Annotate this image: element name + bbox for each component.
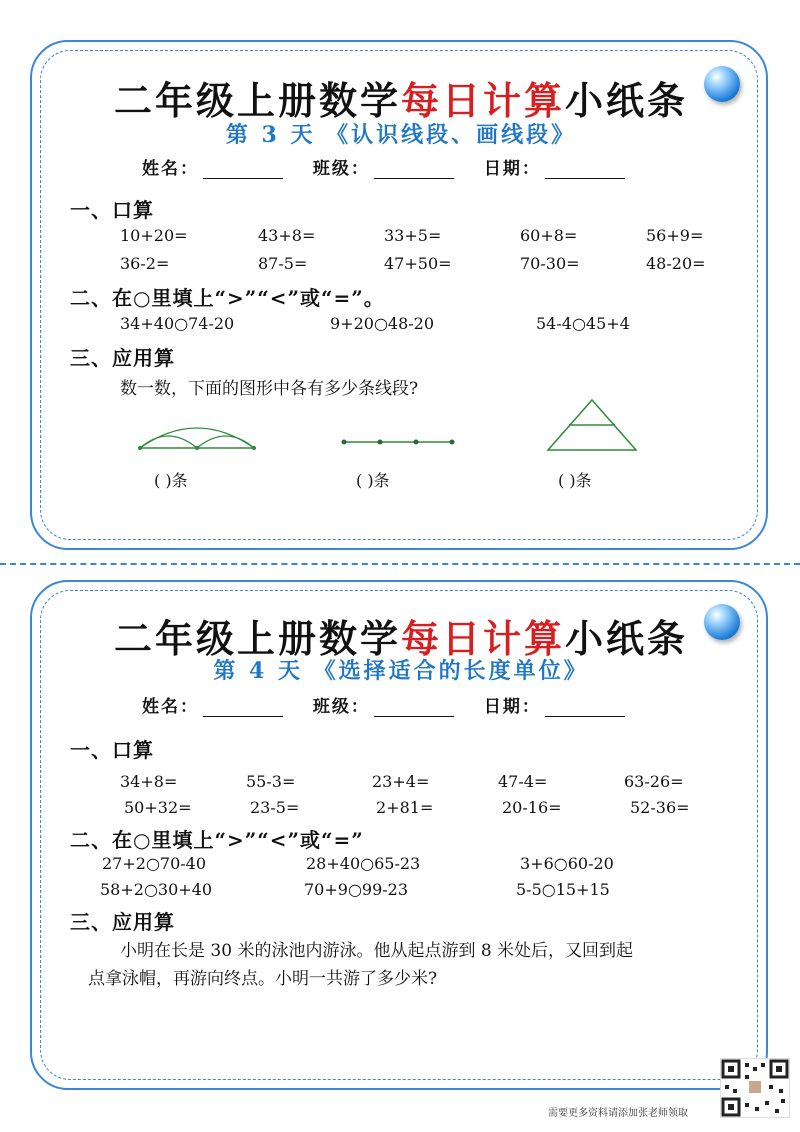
triangle-figure — [544, 396, 640, 454]
arc-segments-figure — [132, 414, 262, 454]
student-info-row: 姓名： 班级： 日期： — [142, 692, 647, 717]
worksheet-title: 二年级上册数学每日计算小纸条 — [113, 78, 689, 123]
oral-item: 20-16= — [502, 798, 562, 817]
blue-ball-icon — [704, 66, 740, 102]
oral-item: 55-3= — [246, 772, 296, 791]
compare-item: 5-5○15+15 — [516, 880, 610, 899]
name-blank[interactable] — [203, 160, 283, 179]
date-blank[interactable] — [545, 698, 625, 717]
section-application: 三、应用算 — [70, 910, 175, 934]
oral-item: 47-4= — [498, 772, 548, 791]
problem-text-line2: 点拿泳帽，再游向终点。小明一共游了多少米? — [88, 969, 438, 989]
section-oral: 一、口算 — [70, 738, 154, 762]
oral-item: 36-2= — [120, 254, 170, 273]
lesson-subtitle: 第 3 天 《认识线段、画线段》 — [225, 122, 577, 148]
oral-item: 10+20= — [120, 226, 188, 245]
blue-ball-icon — [704, 604, 740, 640]
footer-note: 需要更多资料请添加张老师领取 — [548, 1108, 688, 1119]
section-compare: 二、在○里填上“>”“<”或“=”。 — [70, 286, 385, 310]
date-blank[interactable] — [545, 160, 625, 179]
section-oral: 一、口算 — [70, 198, 154, 222]
compare-item: 54-4○45+4 — [536, 314, 630, 333]
lesson-subtitle: 第 4 天 《选择适合的长度单位》 — [213, 658, 589, 684]
answer-blank[interactable]: ( )条 — [356, 471, 390, 490]
class-blank[interactable] — [374, 160, 454, 179]
oral-item: 2+81= — [376, 798, 434, 817]
oral-item: 33+5= — [384, 226, 442, 245]
answer-blank[interactable]: ( )条 — [154, 471, 188, 490]
section-application: 三、应用算 — [70, 346, 175, 370]
oral-item: 47+50= — [384, 254, 452, 273]
oral-item: 48-20= — [646, 254, 706, 273]
worksheet-title: 二年级上册数学每日计算小纸条 — [113, 616, 689, 661]
cut-line — [0, 563, 800, 565]
oral-item: 70-30= — [520, 254, 580, 273]
answer-blank[interactable]: ( )条 — [558, 471, 592, 490]
section-compare: 二、在○里填上“>”“<”或“=” — [70, 828, 364, 852]
oral-item: 34+8= — [120, 772, 178, 791]
oral-item: 23+4= — [372, 772, 430, 791]
question-text: 数一数，下面的图形中各有多少条线段? — [120, 379, 419, 399]
dotted-line-figure — [338, 432, 458, 452]
compare-item: 58+2○30+40 — [100, 880, 213, 899]
name-blank[interactable] — [203, 698, 283, 717]
problem-text-line1: 小明在长是 30 米的泳池内游泳。他从起点游到 8 米处后，又回到起 — [120, 941, 634, 961]
qr-code-icon — [720, 1058, 790, 1118]
compare-item: 27+2○70-40 — [102, 854, 207, 873]
oral-item: 50+32= — [124, 798, 192, 817]
oral-item: 43+8= — [258, 226, 316, 245]
compare-item: 9+20○48-20 — [330, 314, 435, 333]
compare-item: 3+6○60-20 — [520, 854, 614, 873]
oral-item: 60+8= — [520, 226, 578, 245]
student-info-row: 姓名： 班级： 日期： — [142, 154, 647, 179]
oral-item: 87-5= — [258, 254, 308, 273]
class-blank[interactable] — [374, 698, 454, 717]
worksheet-day4 — [30, 580, 768, 1090]
worksheet-day3 — [30, 40, 768, 550]
compare-item: 28+40○65-23 — [306, 854, 421, 873]
compare-item: 70+9○99-23 — [304, 880, 409, 899]
oral-item: 63-26= — [624, 772, 684, 791]
oral-item: 23-5= — [250, 798, 300, 817]
oral-item: 52-36= — [630, 798, 690, 817]
oral-item: 56+9= — [646, 226, 704, 245]
compare-item: 34+40○74-20 — [120, 314, 235, 333]
